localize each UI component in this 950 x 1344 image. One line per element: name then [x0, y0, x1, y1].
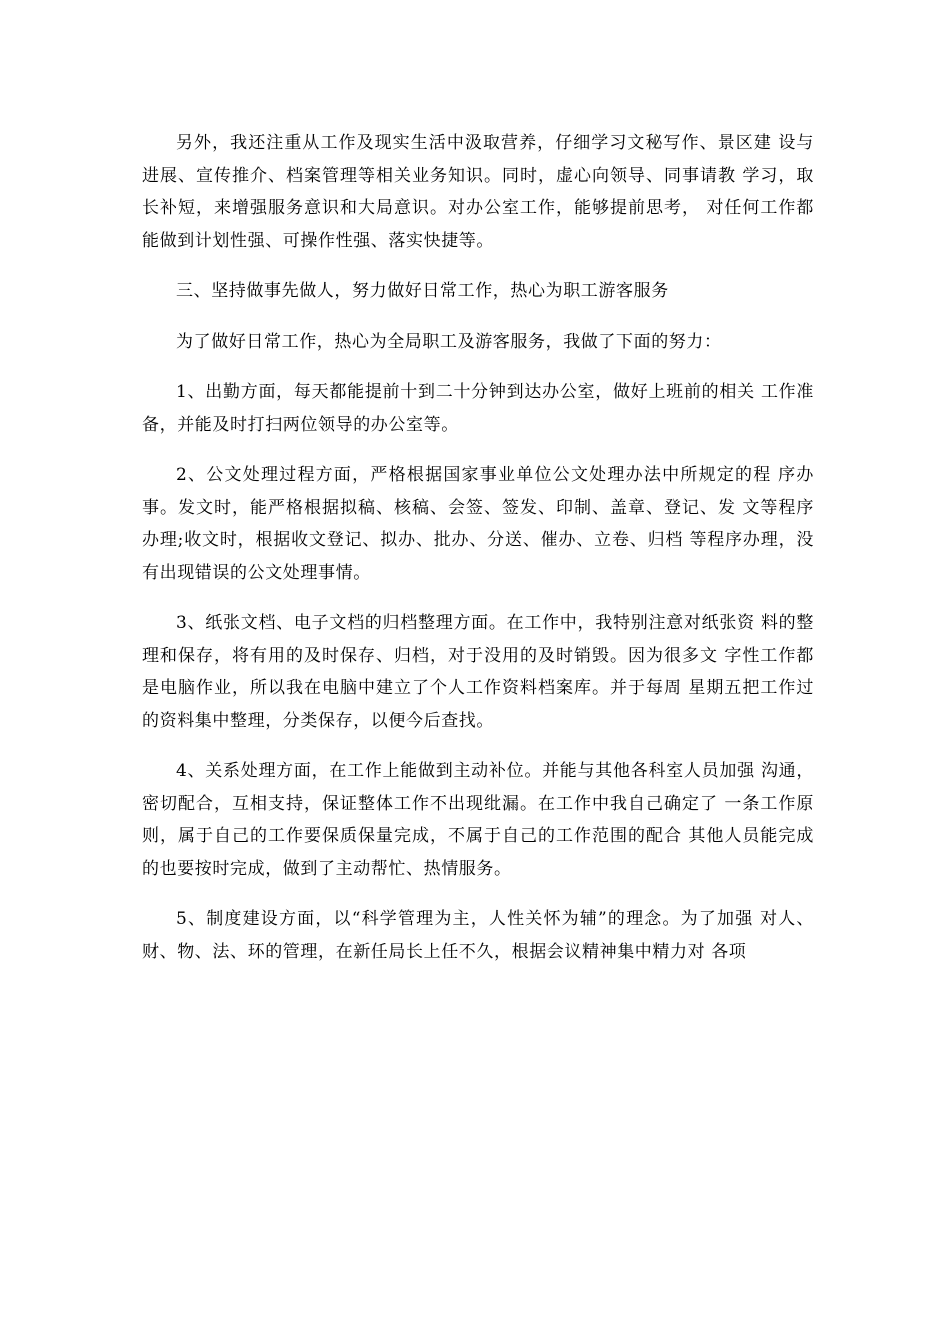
section-heading-daily-work: 三、坚持做事先做人，努力做好日常工作，热心为职工游客服务	[176, 281, 669, 301]
paragraph-item-relationships: 4、关系处理方面，在工作上能做到主动补位。并能与其他各科室人员加强 沟通，密切配合，互相支持，保证整体工作不出现纰漏。在工作中我自己确定了 一条工作原则，属于自己的工作要保质保量完成，不属于自己的工作范围的配合 其他人员能完成的也要按时完成，做到了主动帮忙、热情服务。	[142, 761, 814, 879]
paragraph-item-archiving: 3、纸张文档、电子文档的归档整理方面。在工作中，我特别注意对纸张资 料的整理和保存，将有用的及时保存、归档，对于没用的及时销毁。因为很多文 字性工作都是电脑作业，所以我在电脑中建立了个人工作资料档案库。并于每周 星期五把工作过的资料集中整理，分类保存，以便今后查找。	[142, 613, 814, 731]
paragraph-efforts-intro: 为了做好日常工作，热心为全局职工及游客服务，我做了下面的努力：	[176, 331, 722, 352]
paragraph-item-attendance: 1、出勤方面，每天都能提前十到二十分钟到达办公室，做好上班前的相关 工作准备，并能及时打扫两位领导的办公室等。	[142, 382, 814, 435]
document-body	[142, 127, 814, 968]
paragraph-item-system-building: 5、制度建设方面，以“科学管理为主，人性关怀为辅”的理念。为了加强 对人、财、物、法、环的管理，在新任局长上任不久，根据会议精神集中精力对 各项	[142, 909, 814, 962]
paragraph-study-and-learning: 另外，我还注重从工作及现实生活中汲取营养，仔细学习文秘写作、景区建 设与进展、宣传推介、档案管理等相关业务知识。同时，虚心向领导、同事请教 学习，取长补短，来增强服务意识和大局意识。对办公室工作，能够提前思考， 对任何工作都能做到计划性强、可操作性强、落实快捷等。	[142, 133, 814, 251]
paragraph-item-document-processing: 2、公文处理过程方面，严格根据国家事业单位公文处理办法中所规定的程 序办事。发文时，能严格根据拟稿、核稿、会签、签发、印制、盖章、登记、发 文等程序办理;收文时，根据收文登记、拟办、批办、分送、催办、立卷、归档 等程序办理，没有出现错误的公文处理事情。	[142, 465, 814, 583]
